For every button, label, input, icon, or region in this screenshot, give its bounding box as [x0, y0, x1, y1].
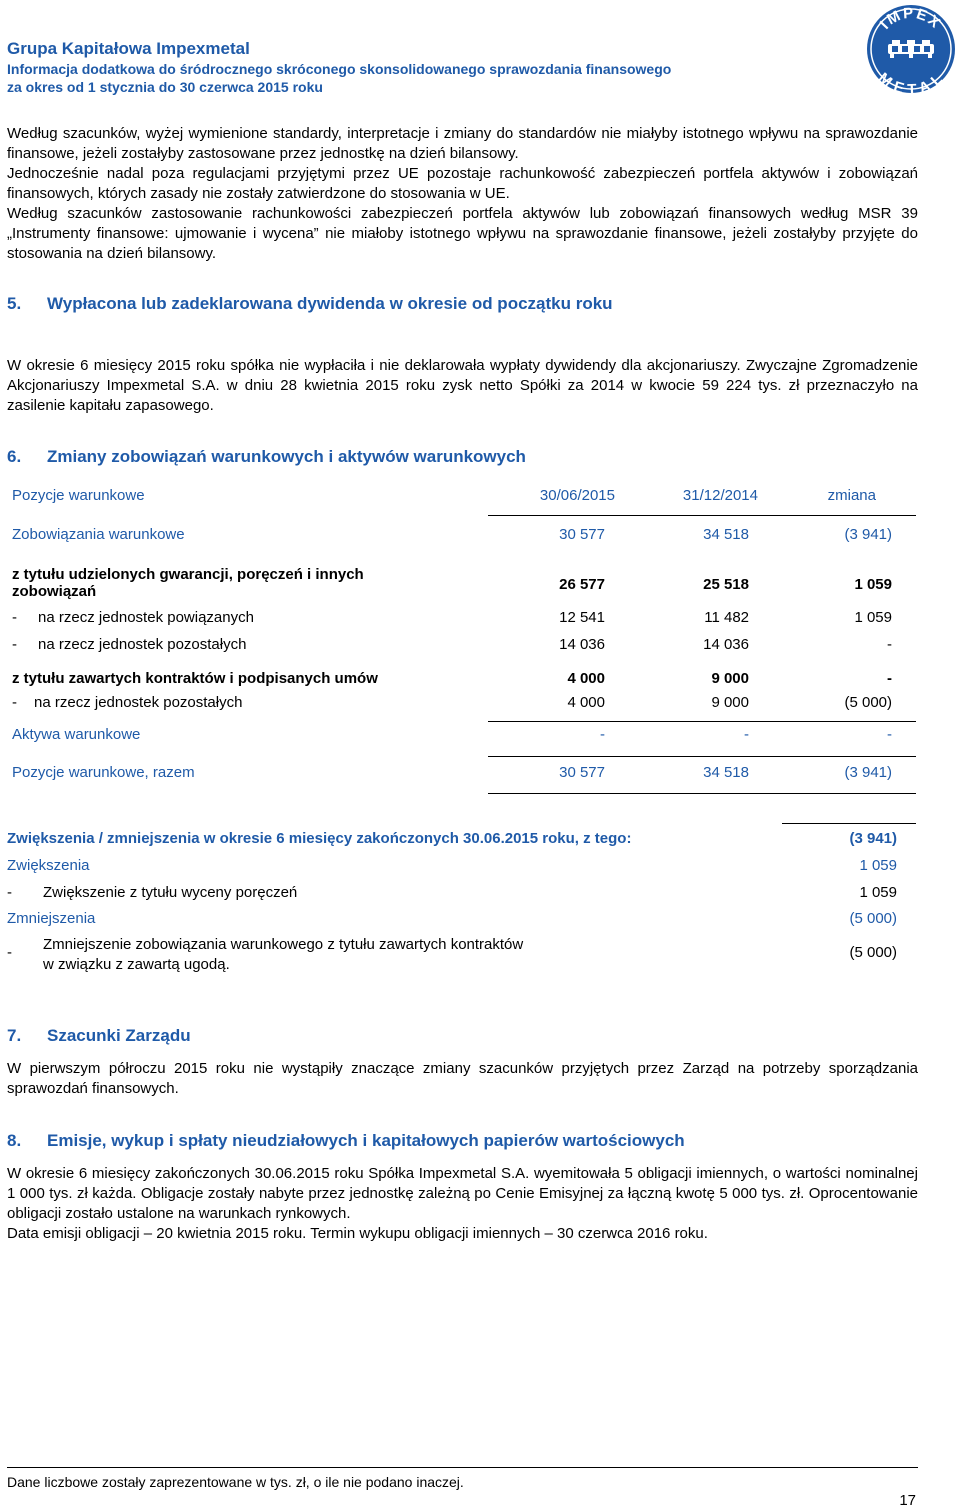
impexmetal-logo: [866, 4, 956, 94]
table-cell: 25 518: [703, 576, 749, 593]
section-5-heading: [7, 294, 613, 314]
changes-increases-value: 1 059: [859, 857, 897, 874]
table-cell: -: [887, 670, 892, 687]
changes-decrease-item-value: (5 000): [849, 944, 897, 961]
table-cell: 4 000: [567, 670, 605, 687]
table-cell: -: [744, 726, 749, 743]
section-6-title: Zmiany zobowiązań warunkowych i aktywów warunkowych: [47, 447, 526, 466]
changes-increase-item-row: [7, 884, 897, 904]
section-8-text-block: [7, 1164, 918, 1244]
section-8-heading: [7, 1131, 685, 1151]
section-7-number: 7.: [7, 1026, 22, 1045]
header-subtitle-line1: Informacja dodatkowa do śródrocznego skróconego skonsolidowanego sprawozdania finansowego: [7, 61, 672, 77]
changes-decreases-label: Zmniejszenia: [7, 910, 96, 927]
changes-increases-row: [7, 857, 897, 877]
changes-title-value: (3 941): [849, 830, 897, 847]
table-header-col1: 30/06/2015: [539, 487, 615, 504]
table-cell: -: [600, 726, 605, 743]
table-cell: (5 000): [844, 694, 892, 711]
table-row: [12, 764, 912, 784]
table-cell: 9 000: [711, 670, 749, 687]
intro-paragraph-2: Jednocześnie nadal poza regulacjami przyjętymi przez UE pozostaje rachunkowość zabezpieczeń portfela aktywów i zobowiązań finansowych, których zasady nie zostały zatwierdzone do stosowania w UE.: [7, 165, 918, 202]
table-cell-label: z tytułu zawartych kontraktów i podpisanych umów: [12, 670, 378, 687]
table-cell-label-text: na rzecz jednostek pozostałych: [38, 636, 247, 653]
changes-decrease-item-line2: w związku z zawartą ugodą.: [43, 956, 230, 973]
section-6-number: 6.: [7, 447, 22, 466]
changes-decrease-item-label: [43, 935, 523, 975]
table-row: [12, 636, 912, 656]
changes-increases-label: Zwiększenia: [7, 857, 90, 874]
table-cell: -: [887, 726, 892, 743]
header-company-title: Grupa Kapitałowa Impexmetal: [7, 39, 250, 58]
table-cell-label-text: na rzecz jednostek pozostałych: [34, 694, 243, 711]
table-row: [12, 526, 912, 546]
table-cell: 14 036: [703, 636, 749, 653]
table-row: [12, 670, 912, 690]
changes-increase-item-value: 1 059: [859, 884, 897, 901]
logo-text-top: IMPEX: [876, 4, 945, 33]
table-row: [12, 694, 912, 714]
footer-rule: [7, 1467, 918, 1468]
footer-note: Dane liczbowe zostały zaprezentowane w tys. zł, o ile nie podano inaczej.: [7, 1474, 464, 1490]
table-row: [12, 609, 912, 629]
changes-decrease-item-line1: Zmniejszenie zobowiązania warunkowego z tytułu zawartych kontraktów: [43, 936, 524, 953]
table-cell-label: [12, 636, 246, 653]
list-dash: -: [7, 944, 12, 961]
section-8-text-2: Data emisji obligacji – 20 kwietnia 2015 roku. Termin wykupu obligacji imiennych – 30 czerwca 2016 roku.: [7, 1225, 708, 1242]
changes-decrease-item-row: [7, 935, 897, 975]
intro-paragraph-1: Według szacunków, wyżej wymienione standardy, interpretacje i zmiany do standardów nie miałyby istotnego wpływu na sprawozdanie finansowe, jeżeli zostałyby zastosowane przez jednostkę na dzień bilansowy.: [7, 125, 918, 162]
section-8-text: W okresie 6 miesięcy zakończonych 30.06.2015 roku Spółka Impexmetal S.A. wyemitowała 5 obligacji imiennych, o wartości nominalnej 1 000 tys. zł każda. Obligacje zostały nabyte przez jednostkę zależną po Cenie Emisyjnej za łączną kwotę 5 000 tys. zł. Oprocentowanie obligacji zostało ustalone na warunkach rynkowych.: [7, 1165, 918, 1222]
table-cell-label-text: na rzecz jednostek powiązanych: [38, 609, 254, 626]
section-6-heading: [7, 447, 526, 467]
logo-text-bottom: METAL: [874, 69, 948, 94]
table-header-col2: 31/12/2014: [682, 487, 758, 504]
section-7-heading: [7, 1026, 191, 1046]
page-number: 17: [899, 1492, 916, 1509]
changes-rule: [782, 823, 916, 824]
table-cell: 34 518: [703, 526, 749, 543]
table-cell: -: [887, 636, 892, 653]
table-cell: 30 577: [559, 764, 605, 781]
table-cell: 26 577: [559, 576, 605, 593]
changes-increase-item-text: Zwiększenie z tytułu wyceny poręczeń: [43, 884, 298, 901]
table-cell: (3 941): [844, 764, 892, 781]
table-cell: 11 482: [704, 609, 749, 626]
list-dash: -: [12, 609, 17, 626]
table-cell-label-line1: z tytułu udzielonych gwarancji, poręczeń i innych: [12, 566, 364, 583]
section-8-number: 8.: [7, 1131, 22, 1150]
section-5-title: Wypłacona lub zadeklarowana dywidenda w okresie od początku roku: [47, 294, 613, 313]
table-row: [12, 566, 912, 606]
section-8-title: Emisje, wykup i spłaty nieudziałowych i kapitałowych papierów wartościowych: [47, 1131, 685, 1150]
table-header-label: Pozycje warunkowe: [12, 487, 145, 504]
changes-decreases-value: (5 000): [849, 910, 897, 927]
table-cell: 14 036: [559, 636, 605, 653]
table-cell: 34 518: [703, 764, 749, 781]
table-cell-label: Zobowiązania warunkowe: [12, 526, 185, 543]
table-rule: [488, 721, 916, 722]
table-header-col3: zmiana: [827, 487, 876, 504]
header-subtitle-line2: za okres od 1 stycznia do 30 czerwca 2015 roku: [7, 79, 323, 95]
section-7-title: Szacunki Zarządu: [47, 1026, 191, 1045]
changes-title-row: [7, 830, 897, 850]
list-dash: -: [12, 636, 17, 653]
intro-paragraphs: [7, 124, 918, 264]
changes-title: Zwiększenia / zmniejszenia w okresie 6 miesięcy zakończonych 30.06.2015 roku, z tego:: [7, 830, 632, 847]
table-cell: 9 000: [711, 694, 749, 711]
table-cell: 30 577: [559, 526, 605, 543]
changes-increase-item-label: [7, 884, 297, 901]
list-dash: -: [7, 884, 12, 901]
table-cell: 4 000: [567, 694, 605, 711]
table-cell-label: [12, 566, 364, 600]
section-7-text: W pierwszym półroczu 2015 roku nie wystąpiły znaczące zmiany szacunków przyjętych przez Zarząd na potrzeby sporządzania sprawozdań finansowych.: [7, 1060, 918, 1097]
table-cell-label: [12, 694, 242, 711]
table-rule: [488, 793, 916, 794]
section-5-number: 5.: [7, 294, 22, 313]
list-dash: -: [12, 694, 17, 711]
table-row: [12, 726, 912, 746]
table-cell-label-line2: zobowiązań: [12, 583, 97, 600]
table-cell-label: [12, 609, 254, 626]
table-rule: [488, 756, 916, 757]
table-cell: 1 059: [854, 609, 892, 626]
section-5-text: W okresie 6 miesięcy 2015 roku spółka nie wypłaciła i nie deklarowała wypłaty dywidendy dla akcjonariuszy. Zwyczajne Zgromadzenie Akcjonariuszy Impexmetal S.A. w dniu 28 kwietnia 2015 roku zysk netto Spółki za 2014 w kwocie 59 224 tys. zł przeznaczyło na zasilenie kapitału zapasowego.: [7, 357, 918, 414]
table-header-row: [12, 487, 912, 507]
changes-decreases-row: [7, 910, 897, 930]
table-cell: 12 541: [559, 609, 605, 626]
table-header-rule: [488, 515, 916, 516]
table-cell: 1 059: [854, 576, 892, 593]
table-cell-label: Aktywa warunkowe: [12, 726, 141, 743]
table-cell: (3 941): [844, 526, 892, 543]
table-cell-label: Pozycje warunkowe, razem: [12, 764, 195, 781]
intro-paragraph-3: Według szacunków zastosowanie rachunkowości zabezpieczeń portfela aktywów lub zobowiązań finansowych według MSR 39 „Instrumenty finansowe: ujmowanie i wycena” nie miałoby istotnego wpływu na sprawozdanie finansowe, jeżeli zostałyby przyjęte do stosowania na dzień bilansowy.: [7, 205, 918, 262]
